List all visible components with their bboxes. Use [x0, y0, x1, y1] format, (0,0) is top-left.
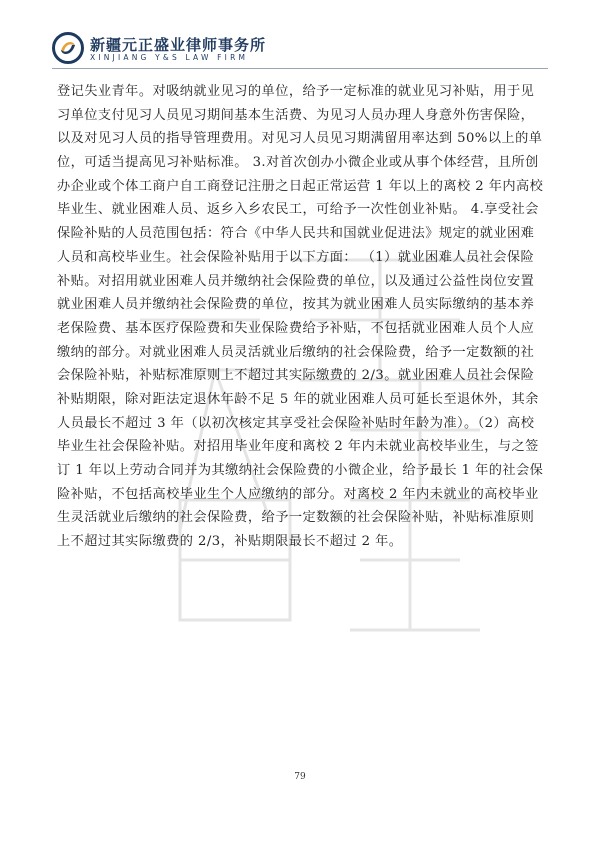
body-text-line: 登记失业青年。对吸纳就业见习的单位，给予一定标准的就业见习补贴，用于见 [57, 84, 535, 99]
firm-logo-icon [52, 32, 84, 64]
body-text-line: 生灵活就业后缴纳的社会保险费，给予一定数额的社会保险补贴，补贴标准原则 [57, 510, 535, 526]
header-divider [52, 68, 548, 69]
body-text-line: 以及对见习人员的指导管理费用。对见习人员见习期满留用率达到 50%以上的单 [57, 131, 543, 147]
firm-name-en: XINJIANG Y&S LAW FIRM [90, 53, 249, 62]
body-text-line: 险补贴，不包括高校毕业生个人应缴纳的部分。对离校 2 年内未就业的高校毕业 [57, 486, 539, 502]
document-header [52, 32, 548, 70]
body-text-line: 会保险补贴，补贴标准原则上不超过其实际缴费的 2/3。就业困难人员社会保险 [57, 368, 535, 384]
body-text-line: 保险补贴的人员范围包括：符合《中华人民共和国就业促进法》规定的就业困难 [57, 226, 535, 242]
body-text-line: 补贴。对招用就业困难人员并缴纳社会保险费的单位，以及通过公益性岗位安置 [57, 273, 535, 289]
body-text-line: 老保险费、基本医疗保险费和失业保险费给予补贴，不包括就业困难人员个人应 [57, 320, 535, 336]
body-text-line: 习单位支付见习人员见习期间基本生活费、为见习人员办理人身意外伤害保险， [57, 107, 535, 123]
body-text-line: 补贴期限，除对距法定退休年龄不足 5 年的就业困难人员可延长至退休外，其余 [57, 391, 539, 407]
body-text-line: 毕业生社会保险补贴。对招用毕业年度和离校 2 年内未就业高校毕业生，与之签 [57, 439, 539, 455]
body-text-line: 上不超过其实际缴费的 2/3，补贴期限最长不超过 2 年。 [57, 534, 403, 550]
body-text-line: 订 1 年以上劳动合同并为其缴纳社会保险费的小微企业，给予最长 1 年的社会保 [57, 463, 544, 478]
body-text-line: 就业困难人员并缴纳社会保险费的单位，按其为就业困难人员实际缴纳的基本养 [57, 297, 535, 313]
body-text-line: 毕业生、就业困难人员、返乡入乡农民工，可给予一次性创业补贴。 4.享受社会 [57, 202, 539, 218]
document-body [57, 80, 547, 554]
body-text-line: 人员和高校毕业生。社会保险补贴用于以下方面： （1）就业困难人员社会保险 [57, 249, 535, 265]
body-text-line: 位，可适当提高见习补贴标准。 3.对首次创办小微企业或从事个体经营，且所创 [57, 155, 539, 171]
body-text-line: 办企业或个体工商户自工商登记注册之日起正常运营 1 年以上的离校 2 年内高校 [57, 178, 544, 194]
firm-name-cn: 新疆元正盛业律师事务所 [90, 36, 267, 54]
body-text-line: 缴纳的部分。对就业困难人员灵活就业后缴纳的社会保险费，给予一定数额的社 [57, 344, 535, 360]
page-number: 79 [294, 772, 306, 782]
body-text-line: 人员最长不超过 3 年（以初次核定其享受社会保险补贴时年龄为准）。（2）高校 [57, 415, 535, 431]
